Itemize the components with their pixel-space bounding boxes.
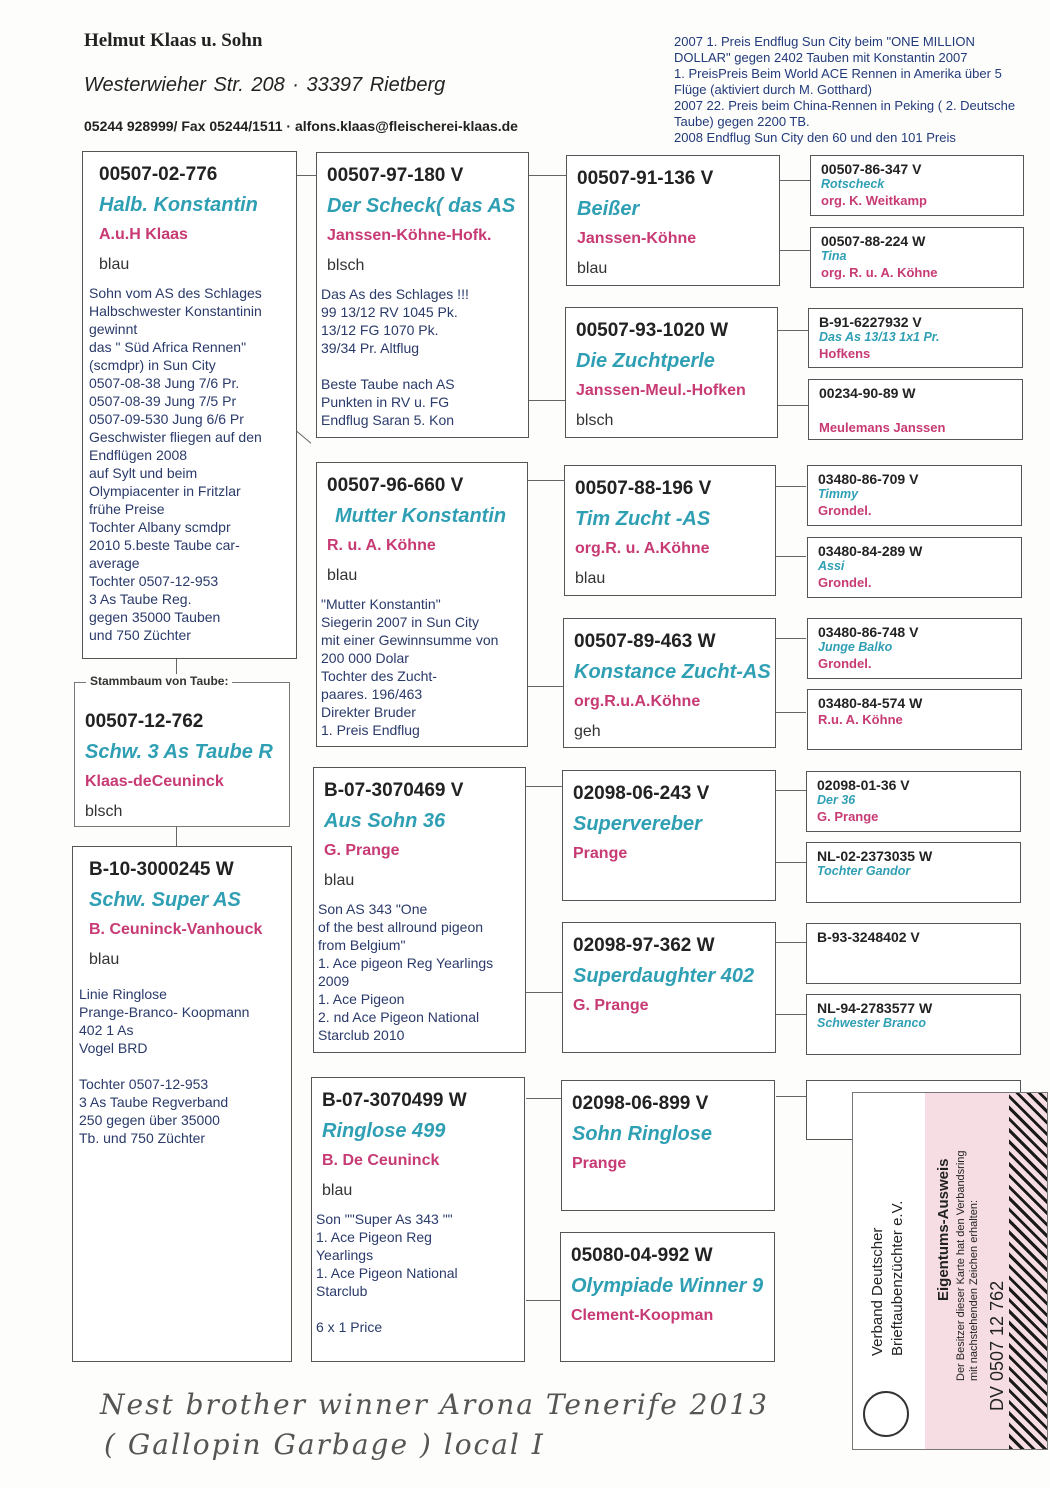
ring-number: NL-02-2373035 W: [817, 848, 933, 864]
connector: [778, 330, 808, 331]
connector: [780, 250, 810, 251]
breeder: org. R. u. A. Köhne: [821, 265, 938, 280]
pigeon-name: Superdaughter 402: [573, 965, 755, 987]
connector: [776, 942, 806, 943]
pigeon-card-parent: [316, 152, 529, 438]
notes: Son ""Super As 343 "" 1. Ace Pigeon Reg Yearlings 1. Ace Pigeon National Starclub 6 x 1 Price: [316, 1211, 458, 1335]
pigeon-name: Schw. 3 As Taube R: [85, 741, 273, 763]
card-org-line2: Brieftaubenzüchter e.V.: [889, 1200, 906, 1356]
connector: [528, 400, 566, 401]
connector: [526, 1300, 564, 1301]
ring-number: B-91-6227932 V: [819, 314, 922, 330]
connector: [778, 405, 808, 406]
connector: [296, 175, 316, 176]
pigeon-name: Beißer: [577, 198, 640, 220]
connector: [776, 1096, 806, 1097]
breeder-name: Helmut Klaas u. Sohn: [84, 30, 263, 51]
pigeon-card-great-grandparent: [807, 689, 1022, 750]
pigeon-card-grandparent: [565, 307, 778, 438]
pigeon-name: Supervereber: [573, 813, 702, 835]
pigeon-name: Halb. Konstantin: [99, 194, 258, 216]
dove-logo-icon: [863, 1391, 909, 1437]
color: blau: [327, 567, 358, 584]
pigeon-card-great-grandparent: [807, 618, 1022, 679]
connector: [528, 686, 566, 687]
connector: [295, 430, 311, 444]
breeder: Grondel.: [818, 503, 872, 518]
breeder-contact: 05244 928999/ Fax 05244/1511 · alfons.klaas@fleischerei-klaas.de: [84, 118, 518, 134]
card-ring: DV 0507 12 762: [987, 1280, 1007, 1411]
color: blau: [577, 260, 608, 277]
pigeon-card-great-grandparent: [810, 227, 1024, 288]
breeder: Hofkens: [819, 346, 871, 361]
breeder: Klaas-deCeuninck: [85, 773, 224, 790]
breeder: Clement-Koopman: [571, 1307, 714, 1324]
card-text1: Der Besitzer dieser Karte hat den Verbandsring: [955, 1150, 967, 1381]
pigeon-name: Schw. Super AS: [89, 889, 241, 911]
pigeon-name: Konstance Zucht-AS: [574, 661, 771, 683]
ring-number: B-93-3248402 V: [817, 929, 920, 945]
pigeon-card-parent: [313, 767, 526, 1053]
notes: "Mutter Konstantin" Siegerin 2007 in Sun City mit einer Gewinnsumme von 200 000 Dolar Tochter des Zucht- paares. 196/463 Direkter Bruder 1. Preis Endflug: [321, 596, 499, 738]
pigeon-card-mother: [74, 682, 290, 827]
ring-number: 03480-86-748 V: [818, 624, 919, 640]
color: blau: [322, 1182, 353, 1199]
ring-number: B-10-3000245 W: [89, 859, 234, 880]
connector: [776, 486, 806, 487]
pigeon-name: Tim Zucht -AS: [575, 508, 711, 530]
connector: [176, 826, 177, 846]
color: blau: [575, 570, 606, 587]
stammbaum-label: Stammbaum von Taube:: [86, 674, 232, 688]
connector: [526, 992, 564, 993]
ring-number: B-07-3070499 W: [322, 1090, 467, 1111]
breeder: org.R.u.A.Köhne: [574, 693, 701, 710]
breeder: G. Prange: [817, 809, 879, 824]
ownership-card: [852, 1092, 1048, 1450]
breeder: B. Ceuninck-Vanhouck: [89, 921, 263, 938]
pigeon-card-subject: [82, 151, 297, 659]
breeder: org. K. Weitkamp: [821, 193, 927, 208]
pigeon-name: Die Zuchtperle: [576, 350, 715, 372]
pigeon-name: Timmy: [818, 487, 859, 501]
breeder: Prange: [572, 1155, 627, 1172]
breeder: org.R. u. A.Köhne: [575, 540, 710, 557]
connector: [776, 1014, 806, 1015]
card-text2: mit nachstehenden Zeichen erhalten:: [968, 1199, 980, 1381]
notes: Linie Ringlose Prange-Branco- Koopmann 402 1 As Vogel BRD Tochter 0507-12-953 3 As Taube Regverband 250 gegen über 35000 Tb. und 750 Züchter: [79, 986, 250, 1146]
breeder: R. u. A. Köhne: [327, 537, 436, 554]
pigeon-name: Schwester Branco: [817, 1016, 927, 1030]
achievements-text: 2007 1. Preis Endflug Sun City beim "ONE MILLION DOLLAR" gegen 2402 Tauben mit Konstantin 2007 1. PreisPreis Beim World ACE Rennen in Amerika über 5 Flüge (aktiviert durch M. Gotthard) 2007 22. Preis beim China-Rennen in Peking ( 2. Deutsche Taube) gegen 2200 TB. 2008 Endflug Sun City den 60 und den 101 Preis: [674, 34, 1016, 145]
notes: Sohn vom AS des Schlages Halbschwester Konstantinin gewinnt das " Süd Africa Rennen" (scmdpr) in Sun City 0507-08-38 Jung 7/6 Pr. 0507-08-39 Jung 7/5 Pr 0507-09-530 Jung 6/6 Pr Geschwister fliegen auf den Endflügen 2008 auf Sylt und beim Olympiacenter in Fritzlar frühe Preise Tochter Albany scmdpr 2010 5.beste Taube car- average Tochter 0507-12-953 3 As Taube Reg. gegen 35000 Tauben und 750 Züchter: [89, 285, 262, 643]
breeder: A.u.H Klaas: [99, 226, 188, 243]
pigeon-name: Rotscheck: [821, 177, 885, 191]
ring-number: 00507-89-463 W: [574, 631, 716, 652]
breeder-address: Westerwieher Str. 208 · 33397 Rietberg: [84, 74, 446, 96]
ring-number: 00507-12-762: [85, 711, 204, 732]
connector: [780, 180, 810, 181]
connector: [776, 712, 806, 713]
pigeon-name: Olympiade Winner 9: [571, 1275, 764, 1297]
ring-number: 03480-84-574 W: [818, 695, 923, 711]
handwritten-note-line1: Nest brother winner Arona Tenerife 2013: [100, 1388, 769, 1421]
pigeon-card-great-grandparent: [810, 155, 1024, 216]
ring-number: B-07-3070469 V: [324, 780, 464, 801]
pigeon-card-great-grandparent: [806, 842, 1021, 903]
pigeon-name: Sohn Ringlose: [572, 1123, 712, 1145]
ring-number: 02098-06-243 V: [573, 783, 710, 804]
pigeon-card-great-grandparent: [806, 771, 1021, 832]
connector: [526, 786, 564, 787]
color: blsch: [576, 412, 614, 429]
pigeon-card-grandparent: [562, 922, 776, 1053]
card-org-line1: Verband Deutscher: [869, 1227, 886, 1356]
ring-number: 00234-90-89 W: [819, 385, 916, 401]
ring-number: NL-94-2783577 W: [817, 1000, 933, 1016]
pigeon-name: Der Scheck( das AS: [327, 195, 516, 217]
pigeon-name: Assi: [818, 559, 845, 573]
breeder: Grondel.: [818, 575, 872, 590]
ring-number: 00507-88-196 V: [575, 478, 712, 499]
connector: [776, 862, 806, 863]
ring-number: 00507-93-1020 W: [576, 320, 729, 341]
handwritten-note-line2: ( Gallopin Garbage ) local I: [104, 1428, 545, 1461]
breeder: G. Prange: [324, 842, 400, 859]
connector: [526, 1098, 564, 1099]
ring-number: 02098-01-36 V: [817, 777, 910, 793]
breeder: G. Prange: [573, 997, 649, 1014]
pigeon-name: Das As 13/13 1x1 Pr.: [819, 330, 940, 344]
ring-number: 00507-88-224 W: [821, 233, 926, 249]
ring-number: 03480-84-289 W: [818, 543, 923, 559]
pigeon-card-grandparent: [563, 618, 776, 748]
card-title: Eigentums-Ausweis: [935, 1158, 952, 1301]
connector: [776, 790, 806, 791]
pigeon-card-great-grandparent: [807, 537, 1022, 598]
pigeon-name: Ringlose 499: [322, 1120, 446, 1142]
breeder: Prange: [573, 845, 628, 862]
ring-number: 00507-02-776: [99, 164, 218, 185]
pigeon-card-grandparent: [564, 465, 776, 596]
connector: [528, 175, 566, 176]
connector: [528, 480, 566, 481]
breeder: Janssen-Köhne-Hofk.: [327, 227, 492, 244]
ring-number: 02098-06-899 V: [572, 1093, 709, 1114]
breeder: Janssen-Meul.-Hofken: [576, 382, 746, 399]
color: blau: [89, 951, 120, 968]
pigeon-name: Mutter Konstantin: [335, 505, 507, 527]
color: blau: [99, 256, 130, 273]
pigeon-card-great-grandparent: [806, 923, 1021, 984]
pigeon-card-grandparent: [560, 1232, 775, 1362]
breeder: Meulemans Janssen: [819, 420, 946, 435]
connector: [776, 638, 806, 639]
pigeon-card-grandmother: [72, 846, 292, 1362]
ring-number: 00507-86-347 V: [821, 161, 922, 177]
color: blau: [324, 872, 355, 889]
pigeon-card-grandparent: [562, 770, 776, 901]
color: geh: [574, 723, 601, 740]
pigeon-name: Junge Balko: [818, 640, 893, 654]
notes: Son AS 343 "One of the best allround pigeon from Belgium" 1. Ace pigeon Reg Yearlings 2009 1. Ace Pigeon 2. nd Ace Pigeon National Starclub 2010: [318, 901, 494, 1043]
pigeon-name: Aus Sohn 36: [324, 810, 446, 832]
pigeon-card-parent: [311, 1077, 525, 1362]
breeder: R.u. A. Köhne: [818, 712, 903, 727]
color: blsch: [327, 257, 365, 274]
breeder: Janssen-Köhne: [577, 230, 697, 247]
breeder: Grondel.: [818, 656, 872, 671]
ring-number: 00507-91-136 V: [577, 168, 714, 189]
connector: [776, 556, 806, 557]
ring-number: 00507-97-180 V: [327, 165, 464, 186]
pigeon-card-great-grandparent: [808, 308, 1023, 368]
ring-number: 03480-86-709 V: [818, 471, 919, 487]
ring-number: 00507-96-660 V: [327, 475, 464, 496]
ring-number: 05080-04-992 W: [571, 1245, 713, 1266]
pigeon-card-great-grandparent: [806, 994, 1021, 1055]
ring-number: 02098-97-362 W: [573, 935, 715, 956]
breeder: B. De Ceuninck: [322, 1152, 440, 1169]
pigeon-card-grandparent: [561, 1080, 775, 1211]
notes: Das As des Schlages !!! 99 13/12 RV 1045 Pk. 13/12 FG 1070 Pk. 39/34 Pr. Altflug Beste Taube nach AS Punkten in RV u. FG Endflug Saran 5. Kon: [321, 286, 469, 428]
color: blsch: [85, 803, 123, 820]
pigeon-card-parent: [316, 462, 528, 747]
card-content: [853, 1093, 1048, 1450]
pigeon-card-grandparent: [566, 155, 780, 286]
pigeon-name: Der 36: [817, 793, 856, 807]
pigeon-card-great-grandparent: [807, 465, 1022, 526]
pigeon-name: Tochter Gandor: [817, 864, 911, 878]
pigeon-name: Tina: [821, 249, 847, 263]
pigeon-card-great-grandparent: [808, 379, 1023, 440]
